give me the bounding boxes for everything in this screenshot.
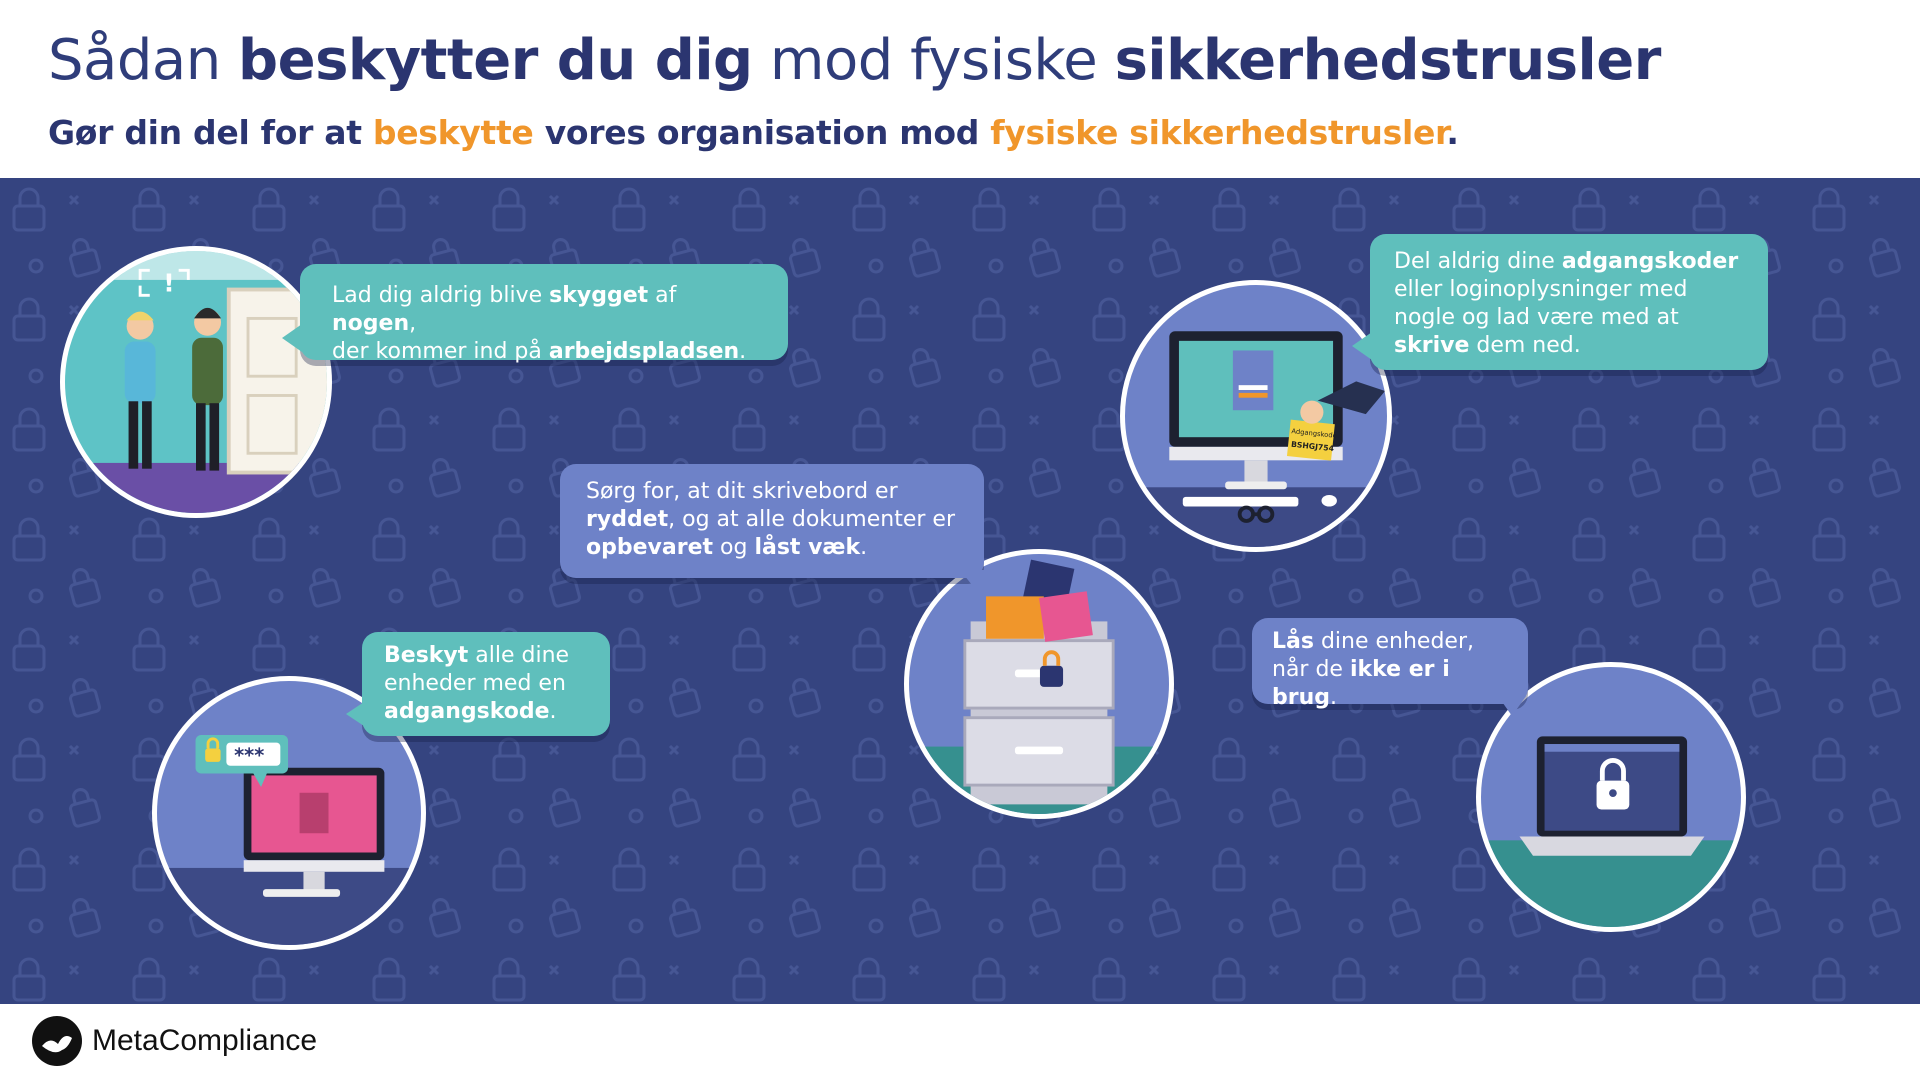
tip-text: alle dine <box>468 643 570 668</box>
tip-bold: adgangskoder <box>1561 249 1739 274</box>
password-mask: *** <box>234 743 265 767</box>
tip-text: der kommer ind på <box>332 339 549 364</box>
infographic-panel <box>0 178 1920 1004</box>
tip-text: Lad dig aldrig blive <box>332 283 550 308</box>
title-bold: beskytter du dig <box>238 28 753 93</box>
tip-text: dine enheder, <box>1313 629 1475 654</box>
tip-text: . <box>549 699 557 724</box>
tip-text: af <box>648 283 677 308</box>
tip-bold: ryddet <box>586 507 669 532</box>
title-part: Sådan <box>48 28 239 93</box>
tip-bold: skygget <box>549 283 649 308</box>
tip-text: enheder med en <box>384 671 566 696</box>
metacompliance-logo-icon <box>32 1016 82 1066</box>
tip-bold: nogen <box>332 311 410 336</box>
subtitle-accent: beskytte <box>372 113 534 152</box>
page-title <box>48 26 1880 96</box>
person-icon <box>192 308 223 471</box>
tip-text: Del aldrig dine <box>1394 249 1562 274</box>
tip-text: . <box>860 535 868 560</box>
tip-bold: adgangskode <box>384 699 550 724</box>
tip-text: når de <box>1272 657 1350 682</box>
tip-text: eller loginoplysninger med <box>1394 277 1688 302</box>
header <box>48 26 1880 154</box>
filing-cabinet-icon <box>965 560 1113 805</box>
footer-brand <box>32 1014 317 1068</box>
subtitle-accent: fysiske sikkerhedstrusler <box>990 113 1447 152</box>
tip-text: , <box>409 311 417 336</box>
page-subtitle <box>48 112 1880 154</box>
title-bold: sikkerhedstrusler <box>1114 28 1661 93</box>
tip-text: nogle og lad være med at <box>1394 305 1679 330</box>
password-sharing-illustration <box>1120 280 1392 552</box>
tip-lock-devices <box>1252 618 1528 710</box>
svg-text:!: ! <box>163 268 175 298</box>
tip-text: . <box>1330 685 1338 710</box>
subtitle-part: . <box>1446 113 1459 152</box>
tip-bold: Lås <box>1272 629 1314 654</box>
tip-text: , og at alle dokumenter er <box>668 507 955 532</box>
brand-name: MetaCompliance <box>92 1024 318 1057</box>
person-icon <box>125 312 156 469</box>
tip-password-sharing <box>1370 234 1768 370</box>
tip-tailgating <box>300 264 788 364</box>
tip-bold: Beskyt <box>384 643 469 668</box>
title-part: mod fysiske <box>752 28 1115 93</box>
subtitle-part: vores organisation mod <box>533 113 991 152</box>
sticky-note-icon <box>1287 420 1337 461</box>
tailgating-illustration <box>60 246 332 518</box>
tip-bold: skrive <box>1394 333 1470 358</box>
clean-desk-illustration <box>904 549 1174 819</box>
sticky-note-title: Adgangskode <box>1291 427 1338 440</box>
tip-text: Sørg for, at dit skrivebord er <box>586 479 898 504</box>
tip-text: dem ned. <box>1469 333 1581 358</box>
tip-bold: låst væk <box>754 535 861 560</box>
tip-clean-desk <box>560 464 984 578</box>
sticky-note-code: BSHGJ754 <box>1290 439 1335 454</box>
tip-bold: arbejdspladsen <box>548 339 740 364</box>
tip-text: . <box>739 339 747 364</box>
tip-protect-devices <box>362 632 610 736</box>
tip-text: og <box>713 535 755 560</box>
subtitle-part: Gør din del for at <box>48 113 373 152</box>
tip-bold: ikke er i brug <box>1272 657 1450 710</box>
tip-bold: opbevaret <box>586 535 714 560</box>
